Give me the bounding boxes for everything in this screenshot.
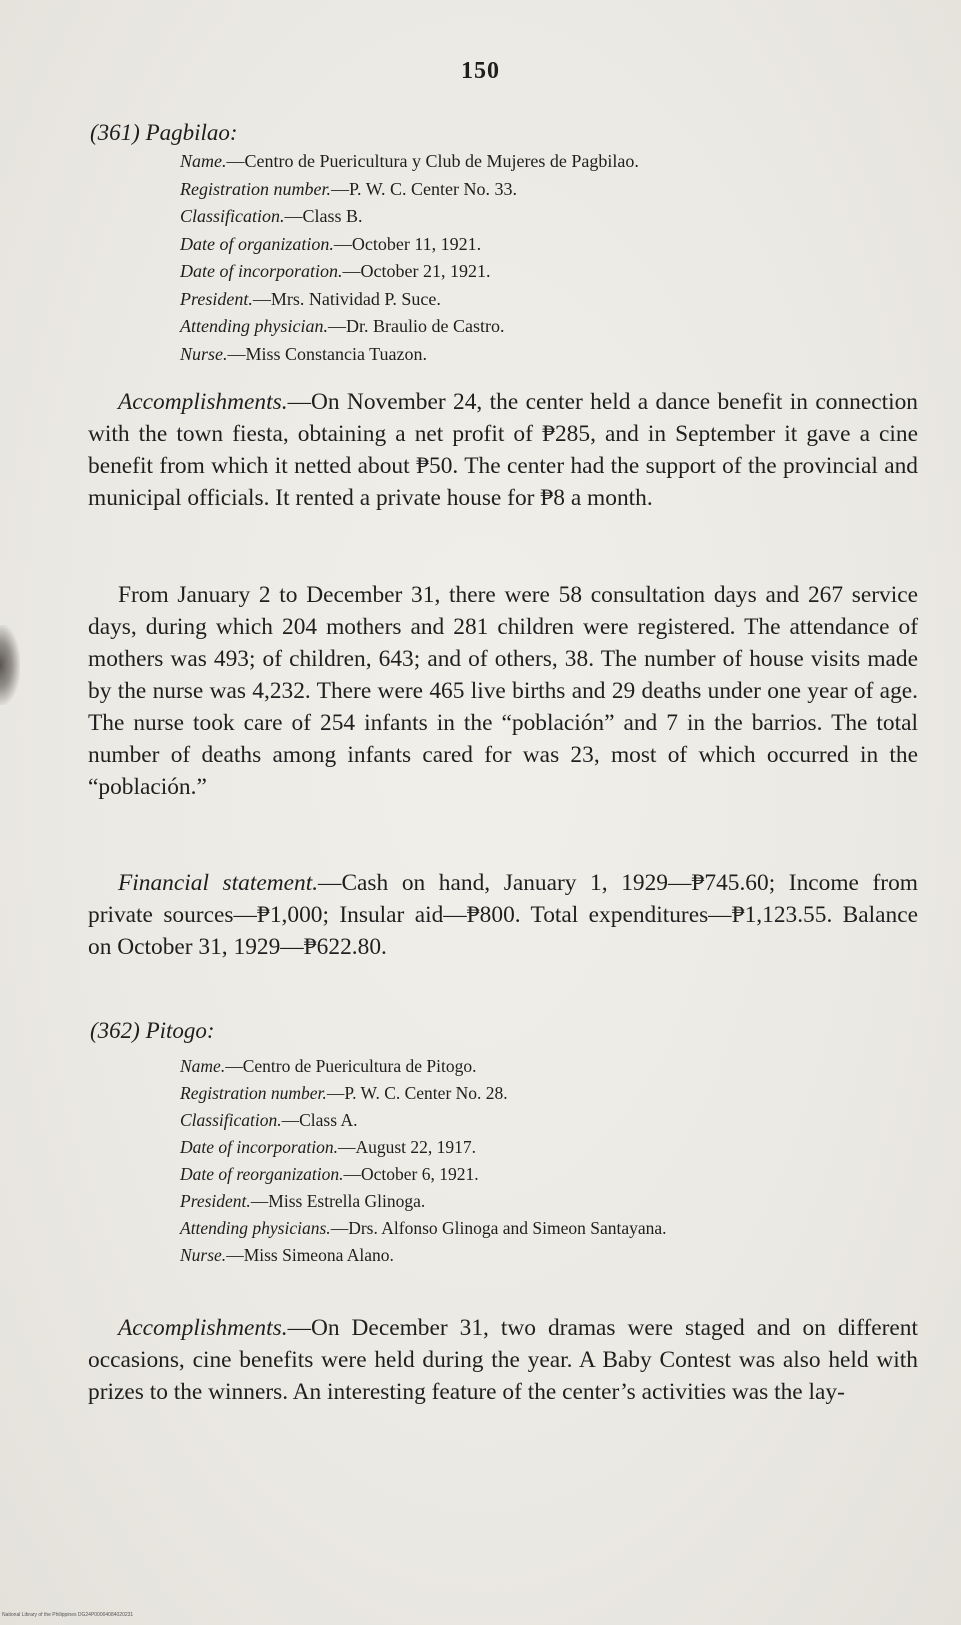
detail-president: President.—Miss Estrella Glinoga.: [180, 1191, 426, 1211]
detail-name: Name.—Centro de Puericultura y Club de Mujeres de Pagbilao.: [180, 151, 639, 171]
detail-nurse: Nurse.—Miss Simeona Alano.: [180, 1245, 394, 1265]
details-pitogo: [180, 1053, 920, 1269]
scan-thumb-shadow: [0, 625, 20, 705]
detail-date-of-organization: Date of organization.—October 11, 1921.: [180, 233, 482, 254]
detail-registration-number: Registration number.—P. W. C. Center No. 28.: [180, 1083, 508, 1103]
details-pagbilao: [180, 148, 920, 368]
section-heading-pitogo: (362) Pitogo:: [90, 1018, 215, 1043]
detail-attending-physician: Attending physician.—Dr. Braulio de Castro.: [180, 316, 505, 336]
detail-classification: Classification.—Class A.: [180, 1110, 358, 1130]
detail-nurse: Nurse.—Miss Constancia Tuazon.: [180, 343, 428, 364]
detail-attending-physicians: Attending physicians.—Drs. Alfonso Glinoga and Simeon Santayana.: [180, 1218, 667, 1238]
paragraph-statistics-pagbilao: From January 2 to December 31, there were 58 consultation days and 267 service days, during which 204 mothers and 281 children were registered. The attendance of mothers was 493; of children, 643; and of others, 38. The number of house visits made by the nurse was 4,232. There were 465 live births and 29 deaths under one year of age. The nurse took care of 254 infants in the “población” and 7 in the barrios. The total number of deaths among infants cared for was 23, most of which occurred in the “población.”: [88, 582, 918, 800]
detail-name: Name.—Centro de Puericultura de Pitogo.: [180, 1056, 477, 1076]
detail-classification: Classification.—Class B.: [180, 206, 363, 226]
detail-date-of-incorporation: Date of incorporation.—August 22, 1917.: [180, 1137, 477, 1157]
scan-footer: National Library of the Philippines DG24P00004084020231: [2, 1612, 134, 1618]
detail-date-of-reorganization: Date of reorganization.—October 6, 1921.: [180, 1164, 479, 1184]
detail-date-of-incorporation: Date of incorporation.—October 21, 1921.: [180, 261, 491, 281]
detail-registration-number: Registration number.—P. W. C. Center No. 33.: [180, 178, 518, 199]
section-heading-pagbilao: (361) Pagbilao:: [90, 120, 238, 145]
paragraph-financial-statement-pagbilao: Financial statement.—Cash on hand, January 1, 1929—₱745.60; Income from private sources—₱1,000; Insular aid—₱800. Total expenditures—₱1,123.55. Balance on October 31, 1929—₱622.80.: [88, 870, 918, 960]
detail-president: President.—Mrs. Natividad P. Suce.: [180, 288, 441, 309]
paragraph-accomplishments-pitogo: Accomplishments.—On December 31, two dramas were staged and on different occasions, cine benefits were held during the year. A Baby Contest was also held with prizes to the winners. An interesting feature of the center’s activities was the lay-: [88, 1315, 918, 1405]
paragraph-accomplishments-pagbilao: Accomplishments.—On November 24, the center held a dance benefit in connection with the town fiesta, obtaining a net profit of ₱285, and in September it gave a cine benefit from which it netted about ₱50. The center had the support of the provincial and municipal officials. It rented a private house for ₱8 a month.: [88, 389, 918, 511]
page-number: 150: [461, 58, 500, 84]
